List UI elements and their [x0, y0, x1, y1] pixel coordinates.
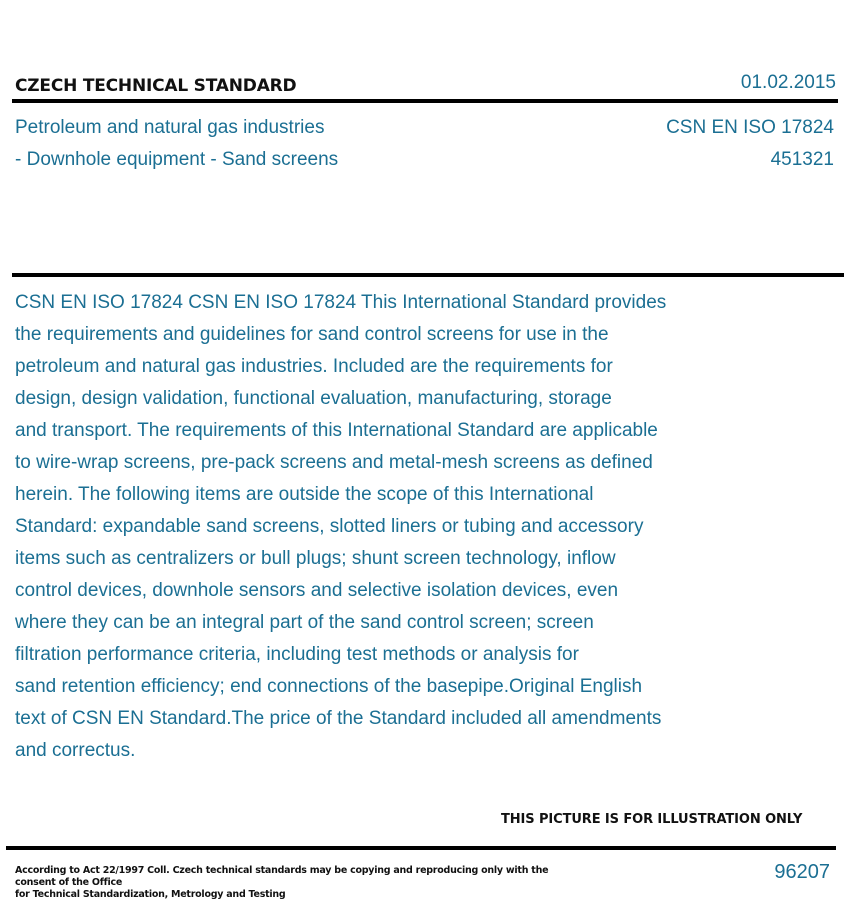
legal-notice-line2: for Technical Standardization, Metrology and Testing	[15, 889, 286, 900]
publication-date: 01.02.2015	[740, 72, 836, 93]
illustration-disclaimer: THIS PICTURE IS FOR ILLUSTRATION ONLY	[501, 812, 803, 827]
header-divider	[12, 99, 838, 103]
catalog-number: 96207	[774, 861, 830, 883]
standard-title-line2: - Downhole equipment - Sand screens	[15, 149, 339, 170]
title-divider	[12, 273, 844, 277]
legal-notice	[15, 865, 585, 901]
legal-notice-line1: According to Act 22/1997 Coll. Czech technical standards may be copying and reproducing only with the consent of the Office	[15, 865, 549, 888]
classification-number: 451321	[770, 149, 834, 170]
standard-code: CSN EN ISO 17824	[666, 117, 834, 138]
standard-type-label: CZECH TECHNICAL STANDARD	[15, 76, 297, 96]
standard-title-line1: Petroleum and natural gas industries	[15, 117, 325, 138]
standard-description: CSN EN ISO 17824 CSN EN ISO 17824 This International Standard provides the requirements and guidelines for sand control screens for use in the petroleum and natural gas industries. Included are the requirements for design, design validation, functional evaluation, manufacturing, storage and transport. The requirements of this International Standard are applicable to wire-wrap screens, pre-pack screens and metal-mesh screens as defined herein. The following items are outside the scope of this International Standard: expandable sand screens, slotted liners or tubing and accessory items such as centralizers or bull plugs; shunt screen technology, inflow control devices, downhole sensors and selective isolation devices, even where they can be an integral part of the sand control screen; screen filtration performance criteria, including test methods or analysis for sand retention efficiency; end connections of the basepipe.Original English text of CSN EN Standard.The price of the Standard included all amendments and correctus.	[15, 292, 667, 761]
footer-divider	[6, 846, 836, 850]
